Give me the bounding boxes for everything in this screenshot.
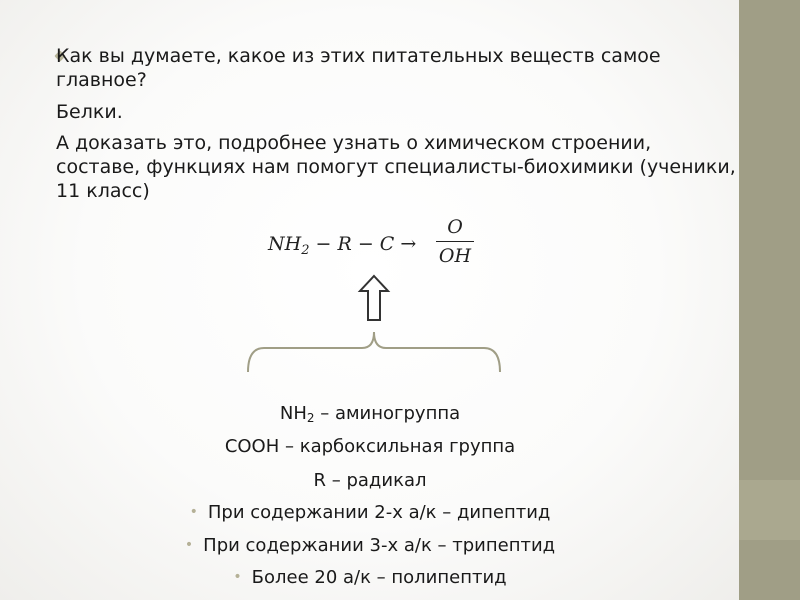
formula-denominator: OH xyxy=(438,245,472,267)
answer-text: Белки. xyxy=(56,101,123,123)
amino-group-symbol: NH xyxy=(279,403,307,424)
amino-group-line xyxy=(150,402,590,430)
amino-group-desc: – аминогруппа xyxy=(314,403,461,424)
formula-middle: − R − C → xyxy=(309,233,417,255)
question-text: Как вы думаете, какое из этих питательных веществ самое главное? xyxy=(56,45,661,91)
formula-numerator: O xyxy=(447,216,463,238)
list-item xyxy=(150,566,590,591)
curly-brace-icon xyxy=(246,328,504,376)
fraction-bar xyxy=(436,241,474,242)
formula-main xyxy=(268,233,416,258)
amino-group-sub: 2 xyxy=(306,411,315,425)
bullet-dot-icon: • xyxy=(189,504,198,520)
bullet-text: При содержании 3-х а/к – трипептид xyxy=(203,535,556,556)
carboxyl-group-line: COOH – карбоксильная группа xyxy=(224,436,516,457)
list-item xyxy=(150,501,590,526)
bullet-text: Более 20 а/к – полипептид xyxy=(251,567,507,588)
explanation-text: А доказать это, подробнее узнать о химическом строении, составе, функциях нам помогут специалисты-биохимики (ученики, 11 класс) xyxy=(56,132,736,202)
amino-acid-formula xyxy=(268,215,488,275)
decorative-sidebar-accent xyxy=(739,480,800,540)
bullet-text: При содержании 2-х а/к – дипептид xyxy=(207,502,551,523)
bullet-dot-icon: • xyxy=(184,537,194,553)
up-arrow-icon xyxy=(357,274,391,322)
formula-amino-sub: 2 xyxy=(301,243,310,258)
formula-amino: NH xyxy=(268,233,302,255)
formula-fraction xyxy=(436,215,474,268)
list-item xyxy=(150,534,590,559)
bullet-dot-icon: • xyxy=(233,569,242,585)
radical-line: R – радикал xyxy=(313,470,427,491)
